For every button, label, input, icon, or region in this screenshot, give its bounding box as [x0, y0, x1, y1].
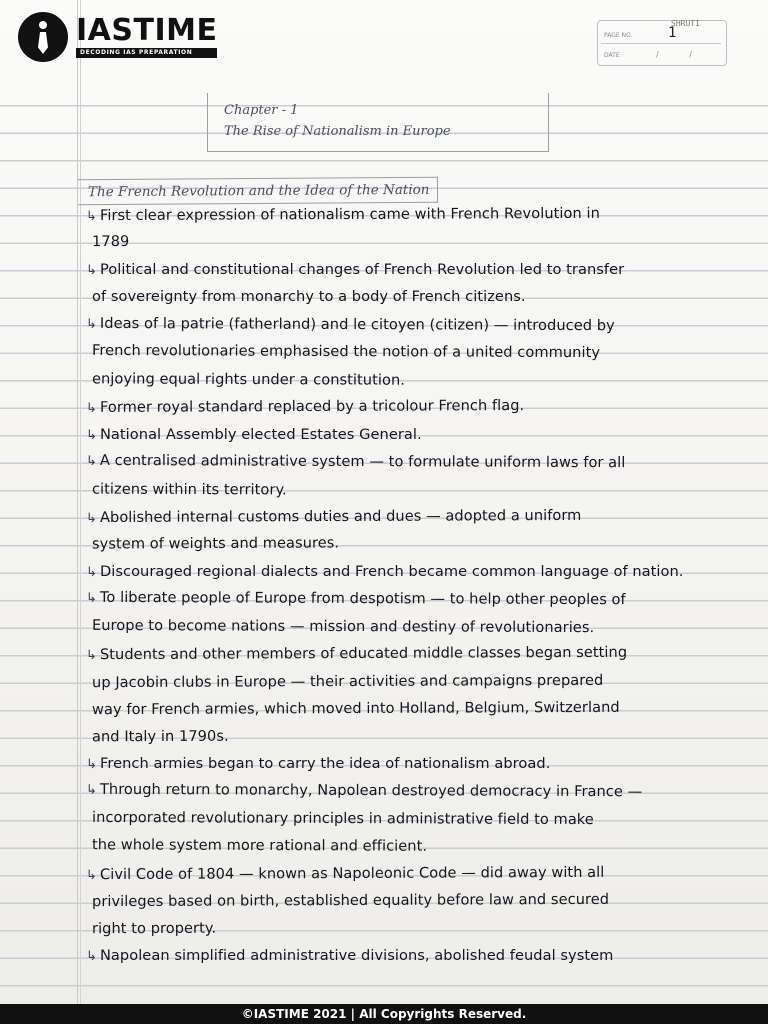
- date-label: DATE: [604, 52, 620, 59]
- brand-logo: [18, 12, 217, 62]
- logo-mark-icon: [18, 12, 68, 62]
- chapter-heading-box: [207, 93, 549, 152]
- note-text: Abolished internal customs duties and dues — adopted a uniform: [99, 506, 582, 526]
- note-point-continuation: [92, 919, 216, 937]
- bullet-arrow-icon: ↳: [85, 453, 97, 469]
- brand-tagline: DECODING IAS PREPARATION: [76, 48, 217, 58]
- copyright-footer: ©IASTIME 2021 | All Copyrights Reserved.: [0, 1004, 768, 1024]
- note-point-continuation: [92, 727, 229, 745]
- brand-name: IASTIME: [76, 13, 218, 48]
- note-text: National Assembly elected Estates General.: [99, 425, 422, 443]
- bullet-arrow-icon: ↳: [85, 316, 97, 332]
- note-point-continuation: [92, 233, 129, 250]
- chapter-title: The Rise of Nationalism in Europe: [224, 124, 451, 139]
- note-text: Through return to monarchy, Napolean destroyed democracy in France —: [99, 781, 643, 801]
- note-point-continuation: [92, 617, 594, 636]
- student-name: SHRUTI: [671, 19, 700, 28]
- note-point-continuation: [92, 535, 339, 553]
- note-point: [86, 315, 615, 334]
- bullet-arrow-icon: ↳: [85, 783, 97, 799]
- note-text: right to property.: [91, 919, 217, 937]
- note-text: French revolutionaries emphasised the notion of a united community: [91, 342, 601, 362]
- note-text: and Italy in 1790s.: [91, 727, 229, 745]
- note-text: A centralised administrative system — to formulate uniform laws for all: [99, 451, 626, 472]
- note-text: up Jacobin clubs in Europe — their activities and campaigns prepared: [91, 671, 604, 691]
- note-text: Napolean simplified administrative divisions, abolished feudal system: [99, 947, 614, 965]
- bullet-arrow-icon: ↳: [85, 510, 97, 527]
- bullet-arrow-icon: ↳: [86, 564, 97, 580]
- bullet-arrow-icon: ↳: [86, 949, 97, 965]
- bullet-arrow-icon: ↳: [86, 262, 97, 278]
- margin-line: [77, 0, 78, 1004]
- bullet-arrow-icon: ↳: [85, 401, 97, 417]
- note-point: [86, 644, 627, 663]
- note-text: citizens within its territory.: [91, 480, 287, 498]
- note-point-continuation: [92, 672, 603, 691]
- bullet-arrow-icon: ↳: [86, 757, 97, 772]
- note-point: [86, 261, 624, 278]
- note-text: Political and constitutional changes of French Revolution led to transfer: [99, 260, 625, 278]
- margin-line-inner: [80, 0, 81, 1004]
- date-value: / /: [656, 50, 706, 59]
- note-text: Discouraged regional dialects and French became common language of nation.: [99, 562, 684, 580]
- note-text: To liberate people of Europe from despotism — to help other peoples of: [99, 589, 626, 609]
- note-text: French armies began to carry the idea of nationalism abroad.: [99, 755, 551, 772]
- page-number: 1: [668, 25, 677, 41]
- note-point-continuation: [92, 891, 609, 910]
- note-text: 1789: [91, 233, 130, 251]
- note-text: Students and other members of educated middle classes began setting: [99, 644, 628, 664]
- section-title: The French Revolution and the Idea of the Nation: [78, 177, 439, 206]
- note-point: [86, 507, 582, 526]
- bullet-arrow-icon: ↳: [86, 427, 97, 443]
- note-point: [86, 426, 422, 443]
- page-number-box: [597, 20, 727, 66]
- note-point: [86, 563, 683, 580]
- note-point: [86, 755, 550, 772]
- note-text: incorporated revolutionary principles in administrative field to make: [91, 808, 594, 828]
- chapter-number: Chapter - 1: [224, 103, 299, 118]
- note-point-continuation: [92, 480, 287, 498]
- note-point-continuation: [92, 809, 594, 828]
- bullet-arrow-icon: ↳: [85, 591, 97, 607]
- note-point: [86, 781, 642, 800]
- note-text: the whole system more rational and efficient.: [91, 836, 428, 856]
- page-no-label: PAGE NO.: [604, 32, 633, 39]
- note-point: [86, 864, 604, 883]
- note-text: privileges based on birth, established equality before law and secured: [91, 891, 610, 911]
- note-point: [86, 947, 613, 964]
- note-text: Ideas of la patrie (fatherland) and le citoyen (citizen) — introduced by: [99, 314, 615, 334]
- note-text: Europe to become nations — mission and destiny of revolutionaries.: [91, 616, 595, 636]
- note-text: of sovereignty from monarchy to a body of French citizens.: [92, 288, 526, 306]
- note-point: [86, 205, 600, 224]
- note-text: enjoying equal rights under a constitution.: [91, 370, 406, 389]
- note-point: [86, 589, 626, 608]
- bullet-arrow-icon: ↳: [85, 648, 97, 664]
- note-text: system of weights and measures.: [91, 534, 340, 553]
- note-text: Civil Code of 1804 — known as Napoleonic Code — did away with all: [99, 863, 605, 883]
- note-point-continuation: [92, 837, 427, 855]
- note-point: [86, 397, 524, 416]
- note-point-continuation: [92, 342, 600, 361]
- bullet-arrow-icon: ↳: [85, 867, 97, 883]
- note-point-continuation: [92, 370, 405, 388]
- note-text: way for French armies, which moved into Holland, Belgium, Switzerland: [91, 698, 620, 719]
- note-text: Former royal standard replaced by a tricolour French flag.: [99, 397, 525, 417]
- note-text: First clear expression of nationalism came with French Revolution in: [99, 204, 600, 225]
- note-point: [86, 452, 625, 471]
- note-point-continuation: [92, 288, 526, 305]
- bullet-arrow-icon: ↳: [85, 209, 97, 225]
- note-point-continuation: [92, 699, 620, 718]
